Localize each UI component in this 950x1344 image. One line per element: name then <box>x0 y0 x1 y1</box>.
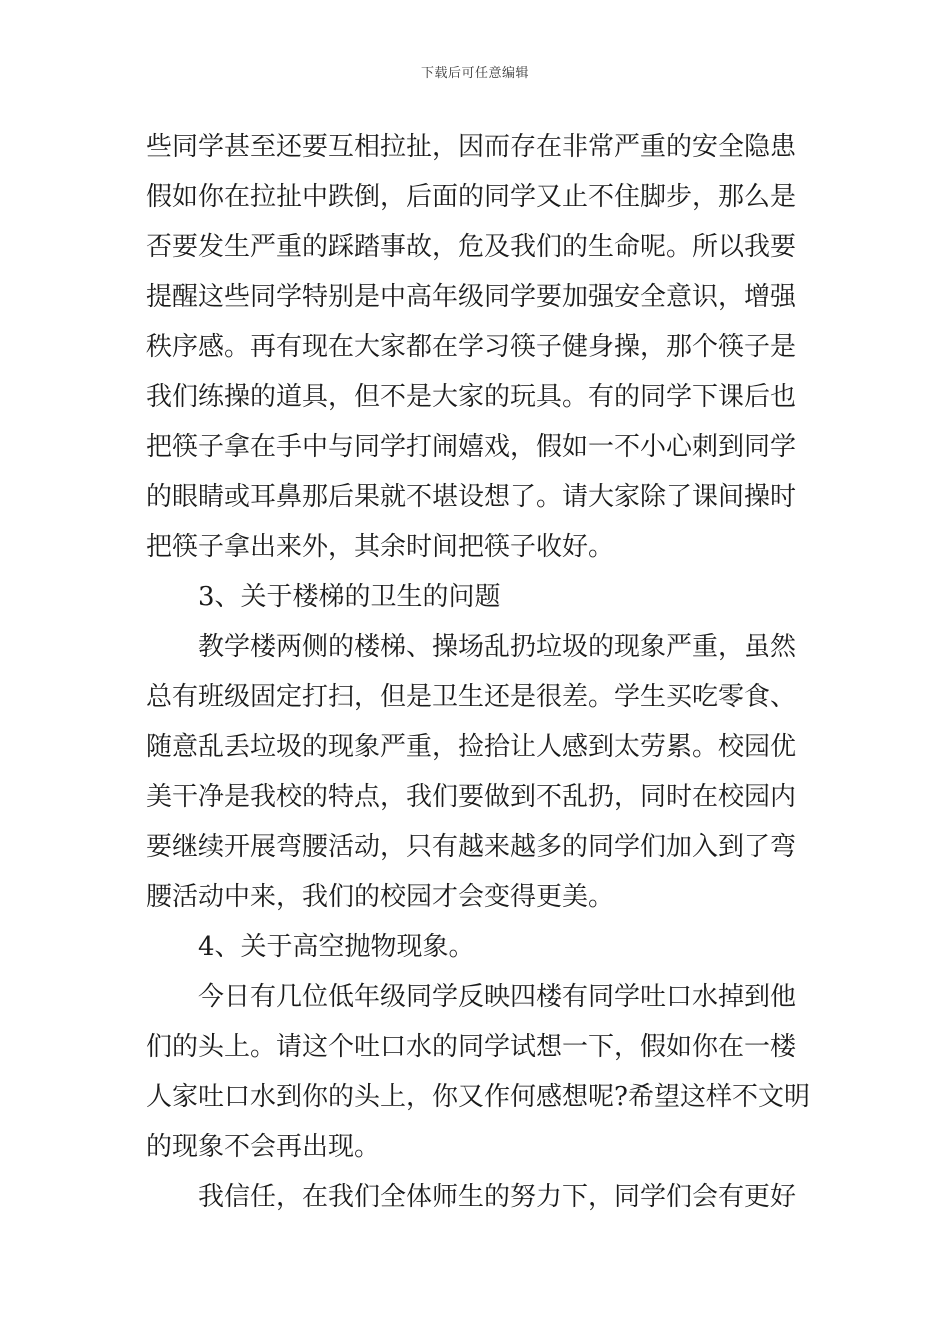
text-line: 的现象不会再出现。 <box>146 1132 381 1162</box>
text-line: 我们练操的道具，但不是大家的玩具。有的同学下课后也 <box>146 382 797 412</box>
text-line: 们的头上。请这个吐口水的同学试想一下，假如你在一楼 <box>146 1032 797 1062</box>
text-line: 腰活动中来，我们的校园才会变得更美。 <box>146 882 615 912</box>
section-heading: 4、关于高空抛物现象。 <box>198 932 475 962</box>
text-line: 总有班级固定打扫，但是卫生还是很差。学生买吃零食、 <box>146 682 797 712</box>
text-line: 提醒这些同学特别是中高年级同学要加强安全意识，增强 <box>146 282 797 312</box>
text-line: 把筷子拿在手中与同学打闹嬉戏，假如一不小心刺到同学 <box>146 432 797 462</box>
page-header: 下载后可任意编辑 <box>420 66 529 81</box>
text-line: 我信任，在我们全体师生的努力下，同学们会有更好 <box>198 1182 797 1212</box>
text-line: 今日有几位低年级同学反映四楼有同学吐口水掉到他 <box>198 982 797 1012</box>
text-line: 的眼睛或耳鼻那后果就不堪设想了。请大家除了课间操时 <box>146 482 797 512</box>
text-line: 要继续开展弯腰活动，只有越来越多的同学们加入到了弯 <box>146 832 797 862</box>
document-body <box>146 122 810 1222</box>
text-line: 美干净是我校的特点，我们要做到不乱扔，同时在校园内 <box>146 782 797 812</box>
text-line: 教学楼两侧的楼梯、操场乱扔垃圾的现象严重，虽然 <box>198 632 797 662</box>
text-line: 人家吐口水到你的头上，你又作何感想呢?希望这样不文明 <box>146 1082 810 1112</box>
text-line: 把筷子拿出来外，其余时间把筷子收好。 <box>146 532 615 562</box>
text-line: 否要发生严重的踩踏事故，危及我们的生命呢。所以我要 <box>146 232 797 262</box>
text-line: 假如你在拉扯中跌倒，后面的同学又止不住脚步，那么是 <box>146 182 797 212</box>
text-line: 些同学甚至还要互相拉扯，因而存在非常严重的安全隐患 <box>146 132 797 162</box>
text-line: 秩序感。再有现在大家都在学习筷子健身操，那个筷子是 <box>146 332 797 362</box>
section-heading: 3、关于楼梯的卫生的问题 <box>198 582 501 612</box>
text-line: 随意乱丢垃圾的现象严重，捡拾让人感到太劳累。校园优 <box>146 732 797 762</box>
